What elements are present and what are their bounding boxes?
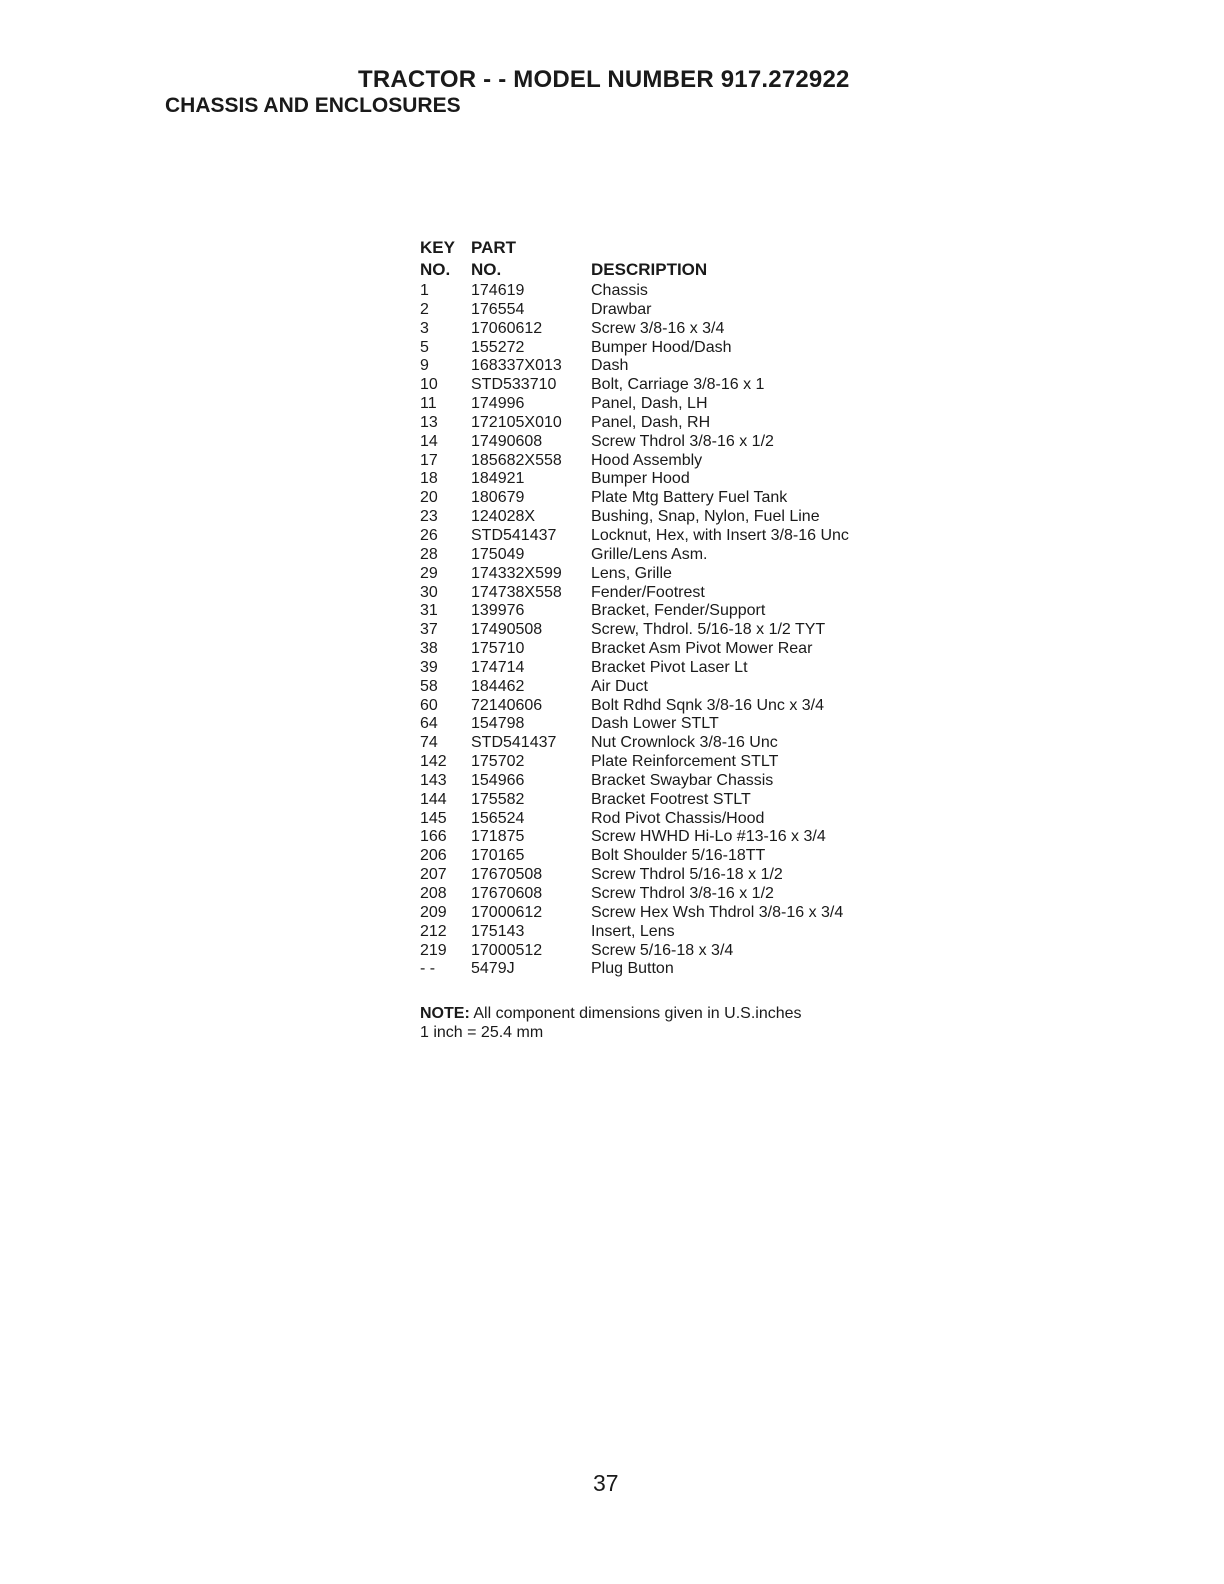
description-header: DESCRIPTION: [591, 260, 708, 279]
key-no-cell: 17: [420, 451, 438, 469]
key-no-cell: 212: [420, 922, 447, 940]
part-no-cell: 17490608: [471, 432, 543, 450]
part-no-cell: 17000612: [471, 903, 543, 921]
description-cell: Screw, Thdrol. 5/16-18 x 1/2 TYT: [591, 621, 826, 639]
note-text: All component dimensions given in U.S.inches: [469, 1005, 802, 1022]
part-no-cell: 175143: [471, 922, 525, 940]
part-no-cell: 155272: [471, 338, 525, 356]
description-cell: Screw 5/16-18 x 3/4: [591, 941, 734, 959]
key-no-header-top: KEY: [420, 238, 455, 257]
part-no-cell: STD541437: [471, 526, 557, 544]
part-no-cell: 17670508: [471, 866, 543, 884]
description-cell: Chassis: [591, 282, 648, 299]
part-no-cell: 174332X599: [471, 564, 562, 582]
part-no-cell: 154798: [471, 715, 525, 733]
description-cell: Screw 3/8-16 x 3/4: [591, 319, 725, 337]
page-number: 37: [593, 1470, 619, 1496]
key-no-cell: 208: [420, 885, 447, 902]
part-no-cell: 176554: [471, 300, 525, 318]
description-cell: Bumper Hood: [591, 470, 690, 488]
description-cell: Screw Thdrol 3/8-16 x 1/2: [591, 432, 774, 450]
key-no-cell: 74: [420, 734, 438, 752]
part-no-cell: 184462: [471, 677, 525, 695]
part-no-cell: 171875: [471, 828, 525, 846]
description-cell: Insert, Lens: [591, 922, 675, 940]
part-no-cell: STD533710: [471, 376, 557, 394]
part-no-cell: 184921: [471, 470, 525, 488]
description-cell: Bracket Pivot Laser Lt: [591, 658, 748, 676]
part-no-cell: 72140606: [471, 696, 543, 714]
description-cell: Plate Mtg Battery Fuel Tank: [591, 489, 788, 507]
part-no-cell: 175049: [471, 545, 525, 563]
key-no-cell: 142: [420, 753, 447, 771]
part-no-cell: 174996: [471, 395, 525, 413]
key-no-cell: 144: [420, 790, 447, 808]
part-no-cell: 175702: [471, 753, 525, 771]
part-no-cell: 17060612: [471, 319, 543, 337]
part-no-cell: 180679: [471, 489, 525, 507]
note: [420, 1004, 802, 1042]
part-no-cell: 185682X558: [471, 451, 562, 469]
key-no-header-bottom: NO.: [420, 260, 451, 279]
key-no-cell: 28: [420, 545, 438, 563]
description-cell: Grille/Lens Asm.: [591, 545, 708, 563]
part-no-cell: 175710: [471, 640, 525, 658]
key-no-cell: 1: [420, 282, 429, 299]
part-no-cell: 170165: [471, 847, 525, 865]
part-no-header-bottom: NO.: [471, 260, 502, 279]
part-no-cell: 174619: [471, 282, 525, 299]
key-no-cell: 209: [420, 903, 447, 921]
description-cell: Bushing, Snap, Nylon, Fuel Line: [591, 508, 820, 526]
part-no-cell: 139976: [471, 602, 525, 620]
part-no-cell: 175582: [471, 790, 525, 808]
part-no-cell: 17670608: [471, 885, 543, 902]
note-label: NOTE:: [420, 1005, 470, 1022]
part-no-cell: 5479J: [471, 960, 515, 978]
key-no-cell: 3: [420, 319, 429, 337]
key-no-cell: 31: [420, 602, 438, 620]
key-no-cell: 2: [420, 300, 429, 318]
part-no-cell: 174738X558: [471, 583, 562, 601]
part-no-header-top: PART: [471, 238, 517, 257]
description-cell: Screw Thdrol 3/8-16 x 1/2: [591, 885, 774, 902]
key-no-cell: 207: [420, 866, 447, 884]
description-cell: Plate Reinforcement STLT: [591, 753, 779, 771]
description-cell: Bracket Swaybar Chassis: [591, 771, 774, 789]
key-no-cell: - -: [420, 960, 436, 978]
description-cell: Screw HWHD Hi-Lo #13-16 x 3/4: [591, 828, 826, 846]
part-no-cell: STD541437: [471, 734, 557, 752]
key-no-cell: 58: [420, 677, 438, 695]
description-cell: Screw Thdrol 5/16-18 x 1/2: [591, 866, 783, 884]
description-cell: Panel, Dash, RH: [591, 413, 711, 431]
description-cell: Locknut, Hex, with Insert 3/8-16 Unc: [591, 526, 849, 544]
part-no-cell: 17000512: [471, 941, 543, 959]
part-no-cell: 154966: [471, 771, 525, 789]
description-cell: Bolt, Carriage 3/8-16 x 1: [591, 376, 765, 394]
description-cell: Rod Pivot Chassis/Hood: [591, 809, 765, 827]
description-cell: Bolt Rdhd Sqnk 3/8-16 Unc x 3/4: [591, 696, 825, 714]
description-cell: Fender/Footrest: [591, 583, 705, 601]
description-cell: Screw Hex Wsh Thdrol 3/8-16 x 3/4: [591, 903, 844, 921]
description-cell: Drawbar: [591, 300, 652, 318]
key-no-cell: 26: [420, 526, 438, 544]
key-no-cell: 13: [420, 413, 438, 431]
part-no-cell: 172105X010: [471, 413, 562, 431]
section-title: CHASSIS AND ENCLOSURES: [165, 94, 461, 117]
description-cell: Bracket Asm Pivot Mower Rear: [591, 640, 813, 658]
key-no-cell: 60: [420, 696, 438, 714]
part-no-cell: 156524: [471, 809, 525, 827]
description-cell: Bumper Hood/Dash: [591, 338, 732, 356]
part-no-cell: 174714: [471, 658, 525, 676]
note-conversion: 1 inch = 25.4 mm: [420, 1024, 544, 1041]
description-cell: Plug Button: [591, 960, 674, 978]
note-line: [420, 1004, 802, 1023]
part-no-cell: 168337X013: [471, 357, 562, 375]
key-no-cell: 9: [420, 357, 429, 375]
description-cell: Dash Lower STLT: [591, 715, 719, 733]
description-cell: Air Duct: [591, 677, 648, 695]
key-no-cell: 18: [420, 470, 438, 488]
key-no-cell: 39: [420, 658, 438, 676]
key-no-cell: 143: [420, 771, 447, 789]
part-no-cell: 124028X: [471, 508, 536, 526]
key-no-cell: 145: [420, 809, 447, 827]
key-no-cell: 38: [420, 640, 438, 658]
key-no-cell: 20: [420, 489, 438, 507]
description-cell: Hood Assembly: [591, 451, 703, 469]
description-cell: Panel, Dash, LH: [591, 395, 708, 413]
key-no-cell: 30: [420, 583, 438, 601]
key-no-cell: 5: [420, 338, 429, 356]
description-cell: Bracket Footrest STLT: [591, 790, 751, 808]
description-cell: Bolt Shoulder 5/16-18TT: [591, 847, 766, 865]
key-no-cell: 64: [420, 715, 438, 733]
key-no-cell: 37: [420, 621, 438, 639]
description-cell: Lens, Grille: [591, 564, 672, 582]
key-no-cell: 23: [420, 508, 438, 526]
description-cell: Dash: [591, 357, 629, 375]
key-no-cell: 10: [420, 376, 438, 394]
description-cell: Nut Crownlock 3/8-16 Unc: [591, 734, 778, 752]
page-title: TRACTOR - - MODEL NUMBER 917.272922: [358, 66, 850, 93]
key-no-cell: 166: [420, 828, 447, 846]
key-no-cell: 11: [420, 395, 437, 413]
key-no-cell: 14: [420, 432, 438, 450]
key-no-cell: 29: [420, 564, 438, 582]
description-cell: Bracket, Fender/Support: [591, 602, 766, 620]
key-no-cell: 219: [420, 941, 447, 959]
key-no-cell: 206: [420, 847, 447, 865]
part-no-cell: 17490508: [471, 621, 543, 639]
